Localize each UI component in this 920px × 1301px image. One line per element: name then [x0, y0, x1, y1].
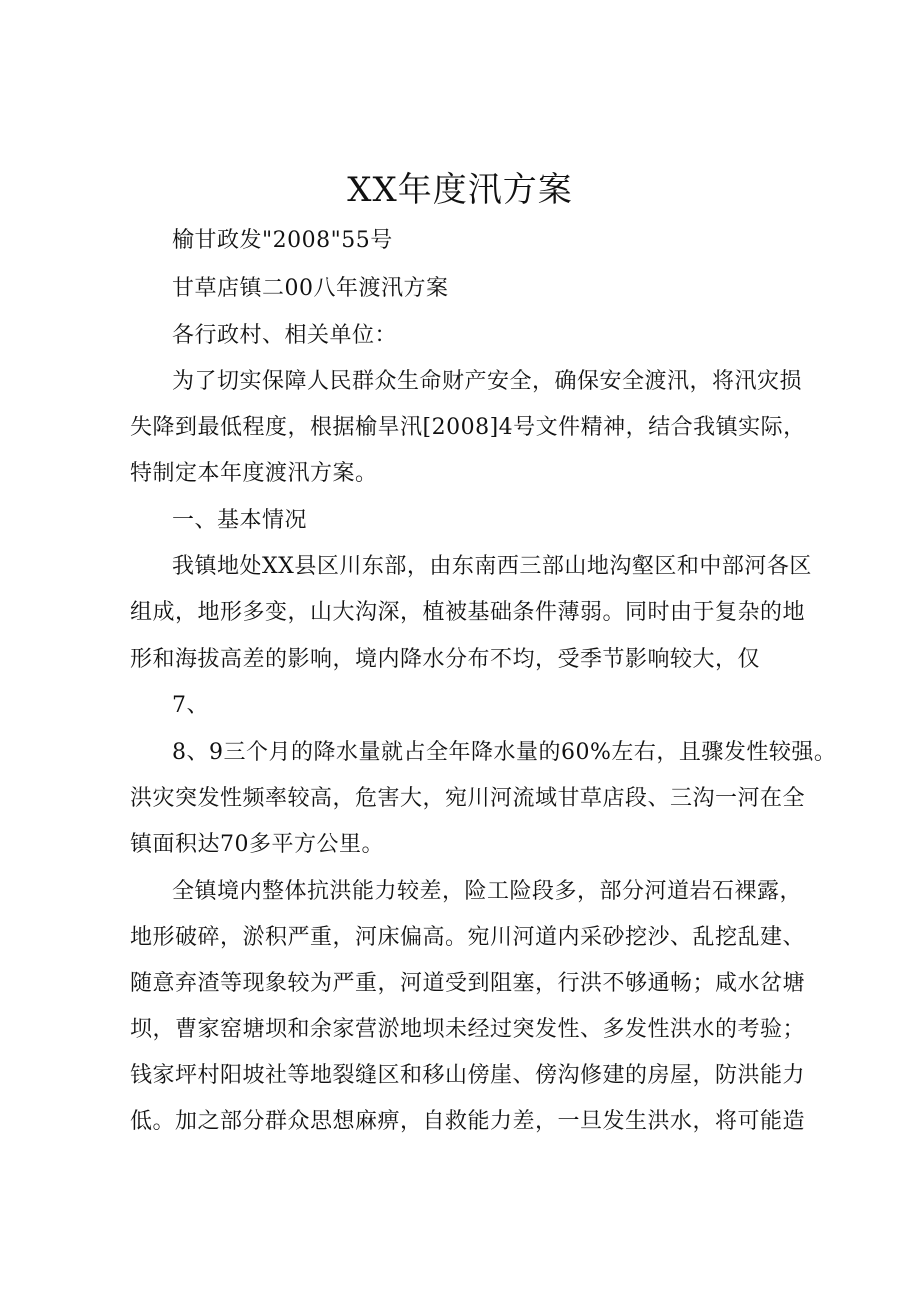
paragraph-line: 随意弃渣等现象较为严重，河道受到阻塞，行洪不够通畅；咸水岔塘 [130, 971, 806, 996]
paragraph-line: 低。加之部分群众思想麻痹，自救能力差，一旦发生洪水，将可能造 [130, 1109, 806, 1134]
paragraph-line: 地形破碎，淤积严重，河床偏高。宛川河道内采砂挖沙、乱挖乱建、 [130, 925, 806, 950]
document-subtitle: 甘草店镇二00八年渡汛方案 [172, 276, 449, 301]
paragraph-line: 全镇境内整体抗洪能力较差，险工险段多，部分河道岩石裸露， [172, 879, 803, 904]
paragraph-line: 洪灾突发性频率较高，危害大，宛川河流域甘草店段、三沟一河在全 [130, 786, 806, 811]
paragraph-line: 镇面积达70多平方公里。 [130, 832, 384, 857]
paragraph-line: 坝，曹家窑塘坝和余家营淤地坝未经过突发性、多发性洪水的考验； [130, 1017, 806, 1042]
paragraph-line: 7、 [172, 693, 209, 718]
paragraph-line: 我镇地处XX县区川东部，由东南西三部山地沟壑区和中部河各区 [172, 554, 812, 579]
paragraph-line: 特制定本年度渡汛方案。 [130, 461, 378, 486]
paragraph-line: 失降到最低程度，根据榆旱汛[2008]4号文件精神，结合我镇实际， [130, 415, 806, 440]
document-number: 榆甘政发"2008"55号 [172, 228, 393, 253]
document-title: XX年度汛方案 [347, 170, 573, 210]
salutation: 各行政村、相关单位： [172, 323, 398, 348]
paragraph-line: 形和海拔高差的影响，境内降水分布不均，受季节影响较大，仅 [130, 647, 761, 672]
paragraph-line: 钱家坪村阳坡社等地裂缝区和移山傍崖、傍沟修建的房屋，防洪能力 [130, 1063, 806, 1088]
paragraph-line: 组成，地形多变，山大沟深，植被基础条件薄弱。同时由于复杂的地 [130, 600, 806, 625]
section-heading: 一、基本情况 [172, 508, 308, 533]
paragraph-line: 8、9三个月的降水量就占全年降水量的60%左右，且骤发性较强。 [172, 740, 837, 765]
paragraph-line: 为了切实保障人民群众生命财产安全，确保安全渡汛，将汛灾损 [172, 369, 803, 394]
